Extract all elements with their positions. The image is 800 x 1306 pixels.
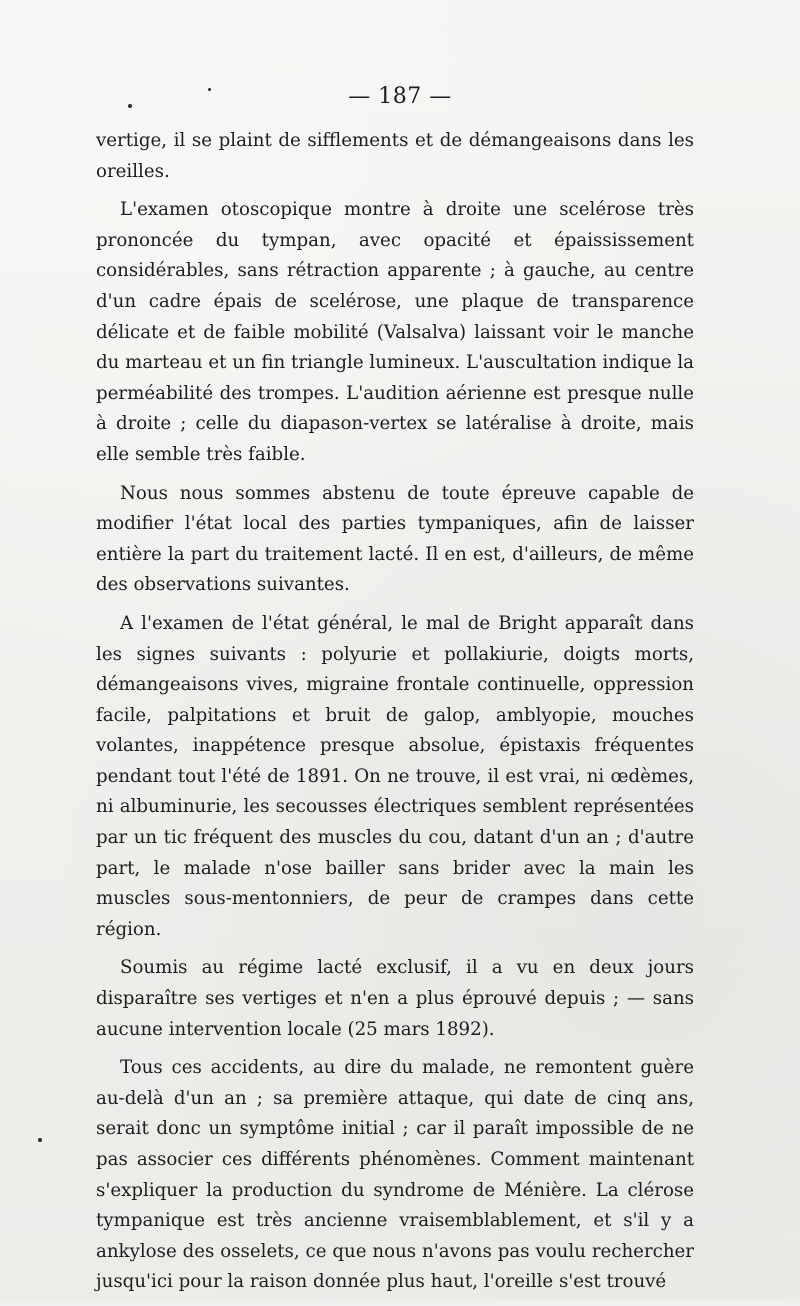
paragraph-1: vertige, il se plaint de sifflements et de démangeaisons dans les oreilles. [96,130,694,182]
paragraph-5: Soumis au régime lacté exclusif, il a vu en deux jours disparaître ses vertiges et n'en a plus éprouvé depuis ; — sans aucune intervention locale (25 mars 1892). [96,957,694,1040]
paragraph-4: A l'examen de l'état général, le mal de Bright apparaît dans les signes suivants : polyurie et pollakiurie, doigts morts, démangeaisons vives, migraine frontale continuelle, oppression facile, palpitations et bruit de galop, amblyopie, mouches volantes, inappétence presque absolue, épistaxis fréquentes pendant tout l'été de 1891. On ne trouve, il est vrai, ni œdèmes, ni albuminurie, les secousses électriques semblent représentées par un tic fréquent des muscles du cou, datant d'un an ; d'autre part, le malade n'ose bailler sans brider avec la main les muscles sous-mentonniers, de peur de crampes dans cette région. [96,612,694,940]
paragraph-2: L'examen otoscopique montre à droite une scelérose très prononcée du tympan, avec opacité et épaississement considérables, sans rétraction apparente ; à gauche, au centre d'un cadre épais de scelérose, une plaque de transparence délicate et de faible mobilité (Valsalva) laissant voir le manche du marteau et un fin triangle lumineux. L'auscultation indique la perméabilité des trompes. L'audition aérienne est presque nulle à droite ; celle du diapason-vertex se latéralise à droite, mais elle semble très faible. [96,199,694,465]
page-speck-bottom-left [38,1138,42,1142]
page-body [96,126,694,1306]
paragraph-6: Tous ces accidents, au dire du malade, ne remontent guère au-delà d'un an ; sa première attaque, qui date de cinq ans, serait donc un symptôme initial ; car il paraît impossible de ne pas associer ces différents phénomènes. Comment maintenant s'expliquer la production du syndrome de Ménière. La clérose tympanique est très ancienne vraisemblablement, et s'il y a ankylose des osselets, ce que nous n'avons pas voulu rechercher jusqu'ici pour la raison donnée plus haut, l'oreille s'est trouvé [96,1057,694,1293]
paragraph-3: Nous nous sommes abstenu de toute épreuve capable de modifier l'état local des parties tympaniques, afin de laisser entière la part du traitement lacté. Il en est, d'ailleurs, de même des observations suivantes. [96,482,694,596]
page-number: — 187 — [348,84,452,109]
